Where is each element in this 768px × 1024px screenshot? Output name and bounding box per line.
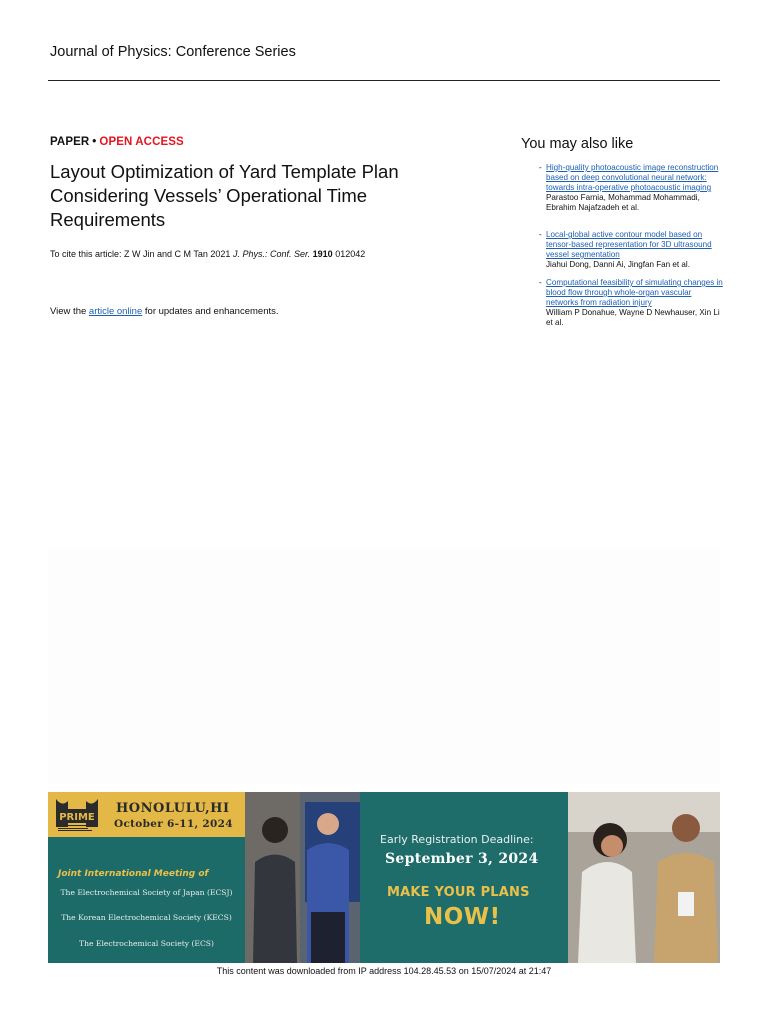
related-heading: You may also like (521, 136, 634, 152)
related-link[interactable]: Computational feasibility of simulating changes in blood flow through whole-organ vascular networks from radiation injury (546, 278, 723, 307)
related-link[interactable]: High-quality photoacoustic image reconstruction based on deep convolutional neural network: towards intra-operative photoacoustic imaging (546, 163, 719, 192)
ad-dates: October 6-11, 2024 (114, 818, 233, 830)
view-suffix: for updates and enhancements. (144, 306, 279, 317)
faded-watermark-area (48, 548, 720, 784)
ad-make-your-plans: MAKE YOUR PLANS (387, 885, 530, 900)
paper-title: Layout Optimization of Yard Template Plan Considering Vessels’ Operational Time Requirements (50, 161, 399, 230)
open-access-label: OPEN ACCESS (99, 136, 184, 148)
related-item (539, 163, 724, 213)
ad-photo-attendees (245, 792, 365, 963)
cite-prefix: To cite this article: Z W Jin and C M Tan 2021 (50, 249, 231, 259)
cite-article: 012042 (335, 249, 366, 259)
list-dash: - (539, 278, 542, 287)
related-authors: Parastoo Farnia, Mohammad Mohammadi, Ebrahim Najafzadeh et al. (546, 193, 700, 212)
ad-society: The Electrochemical Society (ECS) (79, 939, 214, 948)
cite-volume: 1910 (312, 249, 333, 259)
related-link[interactable]: Local-global active contour model based on tensor-based representation for 3D ultrasound vessel segmentation (546, 230, 712, 259)
view-online-line (50, 306, 279, 317)
paper-type: PAPER (50, 136, 90, 148)
journal-name: Journal of Physics: Conference Series (50, 44, 296, 60)
related-item (539, 230, 724, 270)
ad-joint-heading: Joint International Meeting of (58, 869, 209, 879)
related-item (539, 278, 724, 328)
prime-logo-text: PRIME (59, 812, 95, 823)
ad-photo-attendees (568, 792, 720, 963)
ad-location: HONOLULU,HI (116, 801, 230, 816)
related-authors: Jiahui Dong, Danni Ai, Jingfan Fan et al. (546, 260, 690, 269)
citation-line (50, 249, 365, 259)
view-prefix: View the (50, 306, 87, 317)
related-authors: William P Donahue, Wayne D Newhauser, Xin Li et al. (546, 308, 720, 327)
conference-ad-banner[interactable] (48, 792, 720, 963)
prime-logo-icon (54, 797, 100, 833)
article-online-link[interactable]: article online (88, 306, 143, 317)
ad-society: The Electrochemical Society of Japan (ECSJ) (60, 888, 233, 897)
ad-society: The Korean Electrochemical Society (KECS) (61, 913, 232, 922)
paper-kicker (50, 136, 184, 148)
list-dash: - (539, 230, 542, 239)
download-footer: This content was downloaded from IP address 104.28.45.53 on 15/07/2024 at 21:47 (216, 966, 552, 976)
ad-left-panel (48, 792, 245, 963)
ad-teal-panel (360, 792, 572, 963)
ad-deadline-date: September 3, 2024 (385, 851, 539, 867)
cite-journal: J. Phys.: Conf. Ser. (232, 249, 311, 259)
header-divider (48, 80, 720, 81)
kicker-separator: • (92, 136, 97, 148)
list-dash: - (539, 163, 542, 172)
ad-now: NOW! (424, 904, 501, 930)
ad-early-registration: Early Registration Deadline: (380, 833, 534, 846)
